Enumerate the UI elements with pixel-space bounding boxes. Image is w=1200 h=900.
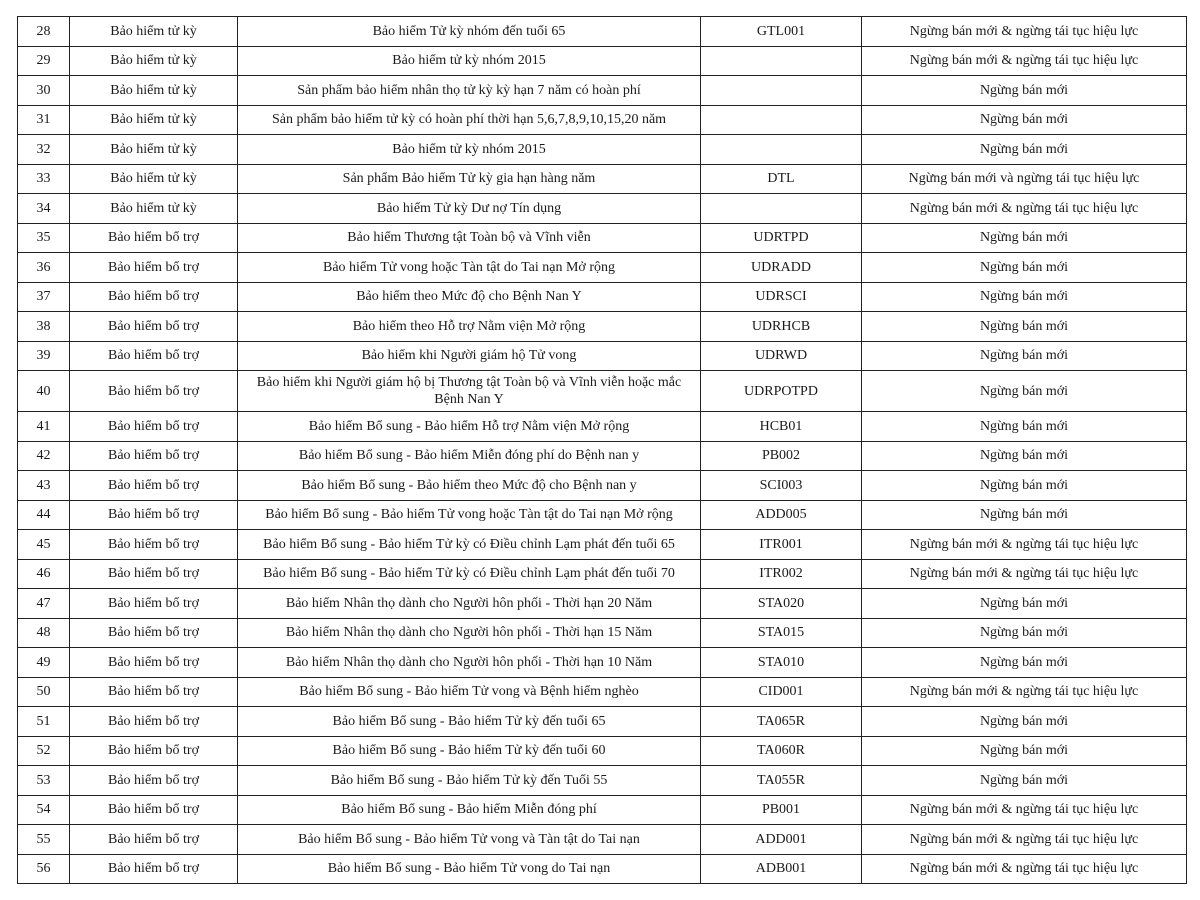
product-type-cell: Bảo hiểm bổ trợ — [70, 253, 238, 283]
sale-status-cell: Ngừng bán mới — [862, 736, 1187, 766]
table-row — [18, 471, 1187, 501]
product-code-cell — [701, 46, 862, 76]
sale-status-cell: Ngừng bán mới và ngừng tái tục hiệu lực — [862, 164, 1187, 194]
product-type-cell: Bảo hiểm bổ trợ — [70, 530, 238, 560]
table-row — [18, 164, 1187, 194]
sale-status-cell: Ngừng bán mới — [862, 253, 1187, 283]
product-name-cell: Bảo hiểm Bổ sung - Bảo hiểm theo Mức độ cho Bệnh nan y — [238, 471, 701, 501]
product-name-cell: Bảo hiểm Bổ sung - Bảo hiểm Miễn đóng phí do Bệnh nan y — [238, 441, 701, 471]
product-type-cell: Bảo hiểm tử kỳ — [70, 46, 238, 76]
product-type-cell: Bảo hiểm bổ trợ — [70, 648, 238, 678]
table-row — [18, 105, 1187, 135]
product-name-cell: Bảo hiểm Bổ sung - Bảo hiểm Tử vong và Tàn tật do Tai nạn — [238, 825, 701, 855]
product-code-cell: ADB001 — [701, 854, 862, 884]
product-name-cell: Bảo hiểm khi Người giám hộ Tử vong — [238, 341, 701, 371]
row-number-cell: 49 — [18, 648, 70, 678]
product-type-cell: Bảo hiểm bổ trợ — [70, 766, 238, 796]
product-name-cell: Sản phẩm Bảo hiểm Tử kỳ gia hạn hàng năm — [238, 164, 701, 194]
product-type-cell: Bảo hiểm bổ trợ — [70, 441, 238, 471]
table-row — [18, 371, 1187, 412]
product-type-cell: Bảo hiểm bổ trợ — [70, 282, 238, 312]
table-row — [18, 412, 1187, 442]
row-number-cell: 30 — [18, 76, 70, 106]
sale-status-cell: Ngừng bán mới — [862, 223, 1187, 253]
table-row — [18, 618, 1187, 648]
sale-status-cell: Ngừng bán mới & ngừng tái tục hiệu lực — [862, 795, 1187, 825]
product-type-cell: Bảo hiểm tử kỳ — [70, 76, 238, 106]
table-row — [18, 736, 1187, 766]
row-number-cell: 48 — [18, 618, 70, 648]
table-row — [18, 441, 1187, 471]
product-type-cell: Bảo hiểm bổ trợ — [70, 371, 238, 412]
table-row — [18, 282, 1187, 312]
product-code-cell: PB001 — [701, 795, 862, 825]
sale-status-cell: Ngừng bán mới & ngừng tái tục hiệu lực — [862, 854, 1187, 884]
table-row — [18, 589, 1187, 619]
table-row — [18, 766, 1187, 796]
row-number-cell: 56 — [18, 854, 70, 884]
product-name-cell: Bảo hiểm Bổ sung - Bảo hiểm Tử kỳ đến Tuổi 55 — [238, 766, 701, 796]
row-number-cell: 37 — [18, 282, 70, 312]
product-name-cell: Sản phẩm bảo hiểm tử kỳ có hoàn phí thời hạn 5,6,7,8,9,10,15,20 năm — [238, 105, 701, 135]
product-code-cell: TA060R — [701, 736, 862, 766]
product-code-cell: UDRTPD — [701, 223, 862, 253]
row-number-cell: 52 — [18, 736, 70, 766]
product-code-cell: ITR001 — [701, 530, 862, 560]
row-number-cell: 45 — [18, 530, 70, 560]
sale-status-cell: Ngừng bán mới — [862, 441, 1187, 471]
product-type-cell: Bảo hiểm bổ trợ — [70, 795, 238, 825]
row-number-cell: 50 — [18, 677, 70, 707]
product-code-cell: UDRWD — [701, 341, 862, 371]
product-code-cell: ITR002 — [701, 559, 862, 589]
product-code-cell: STA015 — [701, 618, 862, 648]
product-code-cell: ADD005 — [701, 500, 862, 530]
product-name-cell: Bảo hiểm Bổ sung - Bảo hiểm Tử vong do Tai nạn — [238, 854, 701, 884]
product-name-cell: Bảo hiểm tử kỳ nhóm 2015 — [238, 46, 701, 76]
table-row — [18, 559, 1187, 589]
sale-status-cell: Ngừng bán mới — [862, 589, 1187, 619]
sale-status-cell: Ngừng bán mới & ngừng tái tục hiệu lực — [862, 677, 1187, 707]
product-type-cell: Bảo hiểm bổ trợ — [70, 559, 238, 589]
sale-status-cell: Ngừng bán mới & ngừng tái tục hiệu lực — [862, 46, 1187, 76]
sale-status-cell: Ngừng bán mới — [862, 76, 1187, 106]
sale-status-cell: Ngừng bán mới & ngừng tái tục hiệu lực — [862, 825, 1187, 855]
sale-status-cell: Ngừng bán mới — [862, 312, 1187, 342]
product-code-cell — [701, 194, 862, 224]
table-row — [18, 854, 1187, 884]
product-name-cell: Sản phẩm bảo hiểm nhân thọ tử kỳ kỳ hạn 7 năm có hoàn phí — [238, 76, 701, 106]
row-number-cell: 36 — [18, 253, 70, 283]
table-row — [18, 135, 1187, 165]
table-row — [18, 312, 1187, 342]
row-number-cell: 39 — [18, 341, 70, 371]
product-code-cell: ADD001 — [701, 825, 862, 855]
product-code-cell: SCI003 — [701, 471, 862, 501]
product-code-cell: GTL001 — [701, 17, 862, 47]
table-row — [18, 707, 1187, 737]
product-type-cell: Bảo hiểm tử kỳ — [70, 17, 238, 47]
product-name-cell: Bảo hiểm Bổ sung - Bảo hiểm Tử kỳ đến tuổi 65 — [238, 707, 701, 737]
product-name-cell: Bảo hiểm Nhân thọ dành cho Người hôn phối - Thời hạn 20 Năm — [238, 589, 701, 619]
row-number-cell: 34 — [18, 194, 70, 224]
product-type-cell: Bảo hiểm tử kỳ — [70, 135, 238, 165]
table-row — [18, 677, 1187, 707]
product-type-cell: Bảo hiểm bổ trợ — [70, 825, 238, 855]
sale-status-cell: Ngừng bán mới & ngừng tái tục hiệu lực — [862, 17, 1187, 47]
row-number-cell: 46 — [18, 559, 70, 589]
sale-status-cell: Ngừng bán mới — [862, 500, 1187, 530]
sale-status-cell: Ngừng bán mới & ngừng tái tục hiệu lực — [862, 530, 1187, 560]
product-code-cell: HCB01 — [701, 412, 862, 442]
product-type-cell: Bảo hiểm bổ trợ — [70, 589, 238, 619]
sale-status-cell: Ngừng bán mới — [862, 105, 1187, 135]
sale-status-cell: Ngừng bán mới — [862, 618, 1187, 648]
product-name-cell: Bảo hiểm khi Người giám hộ bị Thương tật Toàn bộ và Vĩnh viễn hoặc mắc Bệnh Nan Y — [238, 371, 701, 412]
sale-status-cell: Ngừng bán mới — [862, 371, 1187, 412]
product-type-cell: Bảo hiểm bổ trợ — [70, 677, 238, 707]
sale-status-cell: Ngừng bán mới & ngừng tái tục hiệu lực — [862, 559, 1187, 589]
row-number-cell: 53 — [18, 766, 70, 796]
table-row — [18, 76, 1187, 106]
row-number-cell: 40 — [18, 371, 70, 412]
table-row — [18, 530, 1187, 560]
table-row — [18, 194, 1187, 224]
row-number-cell: 43 — [18, 471, 70, 501]
sale-status-cell: Ngừng bán mới & ngừng tái tục hiệu lực — [862, 194, 1187, 224]
product-type-cell: Bảo hiểm bổ trợ — [70, 618, 238, 648]
row-number-cell: 31 — [18, 105, 70, 135]
table-body — [18, 17, 1187, 884]
product-type-cell: Bảo hiểm bổ trợ — [70, 854, 238, 884]
table-row — [18, 795, 1187, 825]
product-type-cell: Bảo hiểm bổ trợ — [70, 500, 238, 530]
product-name-cell: Bảo hiểm Bổ sung - Bảo hiểm Tử vong và Bệnh hiểm nghèo — [238, 677, 701, 707]
product-type-cell: Bảo hiểm tử kỳ — [70, 105, 238, 135]
row-number-cell: 29 — [18, 46, 70, 76]
product-name-cell: Bảo hiểm Tử vong hoặc Tàn tật do Tai nạn Mở rộng — [238, 253, 701, 283]
product-code-cell: CID001 — [701, 677, 862, 707]
product-code-cell: TA065R — [701, 707, 862, 737]
row-number-cell: 55 — [18, 825, 70, 855]
sale-status-cell: Ngừng bán mới — [862, 648, 1187, 678]
table-row — [18, 648, 1187, 678]
product-name-cell: Bảo hiểm Tử kỳ nhóm đến tuổi 65 — [238, 17, 701, 47]
product-type-cell: Bảo hiểm tử kỳ — [70, 164, 238, 194]
product-code-cell: TA055R — [701, 766, 862, 796]
product-code-cell: DTL — [701, 164, 862, 194]
row-number-cell: 38 — [18, 312, 70, 342]
product-code-cell: STA020 — [701, 589, 862, 619]
table-row — [18, 17, 1187, 47]
row-number-cell: 35 — [18, 223, 70, 253]
product-code-cell: UDRSCI — [701, 282, 862, 312]
table-row — [18, 825, 1187, 855]
product-name-cell: Bảo hiểm Nhân thọ dành cho Người hôn phối - Thời hạn 10 Năm — [238, 648, 701, 678]
product-name-cell: Bảo hiểm theo Mức độ cho Bệnh Nan Y — [238, 282, 701, 312]
table-row — [18, 341, 1187, 371]
product-name-cell: Bảo hiểm Bổ sung - Bảo hiểm Tử kỳ có Điều chỉnh Lạm phát đến tuổi 65 — [238, 530, 701, 560]
table-row — [18, 223, 1187, 253]
product-name-cell: Bảo hiểm Bổ sung - Bảo hiểm Hỗ trợ Nằm viện Mở rộng — [238, 412, 701, 442]
product-name-cell: Bảo hiểm Tử kỳ Dư nợ Tín dụng — [238, 194, 701, 224]
sale-status-cell: Ngừng bán mới — [862, 412, 1187, 442]
row-number-cell: 47 — [18, 589, 70, 619]
product-type-cell: Bảo hiểm tử kỳ — [70, 194, 238, 224]
product-type-cell: Bảo hiểm bổ trợ — [70, 471, 238, 501]
product-name-cell: Bảo hiểm tử kỳ nhóm 2015 — [238, 135, 701, 165]
product-name-cell: Bảo hiểm Bổ sung - Bảo hiểm Tử kỳ đến tuổi 60 — [238, 736, 701, 766]
sale-status-cell: Ngừng bán mới — [862, 341, 1187, 371]
sale-status-cell: Ngừng bán mới — [862, 135, 1187, 165]
table-row — [18, 46, 1187, 76]
sale-status-cell: Ngừng bán mới — [862, 282, 1187, 312]
product-name-cell: Bảo hiểm Thương tật Toàn bộ và Vĩnh viễn — [238, 223, 701, 253]
row-number-cell: 54 — [18, 795, 70, 825]
product-name-cell: Bảo hiểm Bổ sung - Bảo hiểm Miễn đóng phí — [238, 795, 701, 825]
product-name-cell: Bảo hiểm Bổ sung - Bảo hiểm Tử kỳ có Điều chỉnh Lạm phát đến tuổi 70 — [238, 559, 701, 589]
product-code-cell — [701, 105, 862, 135]
row-number-cell: 33 — [18, 164, 70, 194]
product-code-cell: UDRPOTPD — [701, 371, 862, 412]
product-code-cell — [701, 135, 862, 165]
product-type-cell: Bảo hiểm bổ trợ — [70, 707, 238, 737]
sale-status-cell: Ngừng bán mới — [862, 707, 1187, 737]
product-code-cell: STA010 — [701, 648, 862, 678]
product-code-cell: PB002 — [701, 441, 862, 471]
product-code-cell: UDRADD — [701, 253, 862, 283]
product-code-cell — [701, 76, 862, 106]
product-name-cell: Bảo hiểm theo Hỗ trợ Nằm viện Mở rộng — [238, 312, 701, 342]
product-name-cell: Bảo hiểm Bổ sung - Bảo hiểm Tử vong hoặc Tàn tật do Tai nạn Mở rộng — [238, 500, 701, 530]
row-number-cell: 32 — [18, 135, 70, 165]
product-code-cell: UDRHCB — [701, 312, 862, 342]
row-number-cell: 41 — [18, 412, 70, 442]
table-row — [18, 253, 1187, 283]
row-number-cell: 51 — [18, 707, 70, 737]
product-type-cell: Bảo hiểm bổ trợ — [70, 223, 238, 253]
product-type-cell: Bảo hiểm bổ trợ — [70, 312, 238, 342]
product-table — [17, 16, 1187, 884]
sale-status-cell: Ngừng bán mới — [862, 471, 1187, 501]
table-row — [18, 500, 1187, 530]
product-type-cell: Bảo hiểm bổ trợ — [70, 341, 238, 371]
row-number-cell: 28 — [18, 17, 70, 47]
product-table-container — [17, 16, 1186, 884]
product-name-cell: Bảo hiểm Nhân thọ dành cho Người hôn phối - Thời hạn 15 Năm — [238, 618, 701, 648]
product-type-cell: Bảo hiểm bổ trợ — [70, 736, 238, 766]
product-type-cell: Bảo hiểm bổ trợ — [70, 412, 238, 442]
sale-status-cell: Ngừng bán mới — [862, 766, 1187, 796]
row-number-cell: 42 — [18, 441, 70, 471]
row-number-cell: 44 — [18, 500, 70, 530]
